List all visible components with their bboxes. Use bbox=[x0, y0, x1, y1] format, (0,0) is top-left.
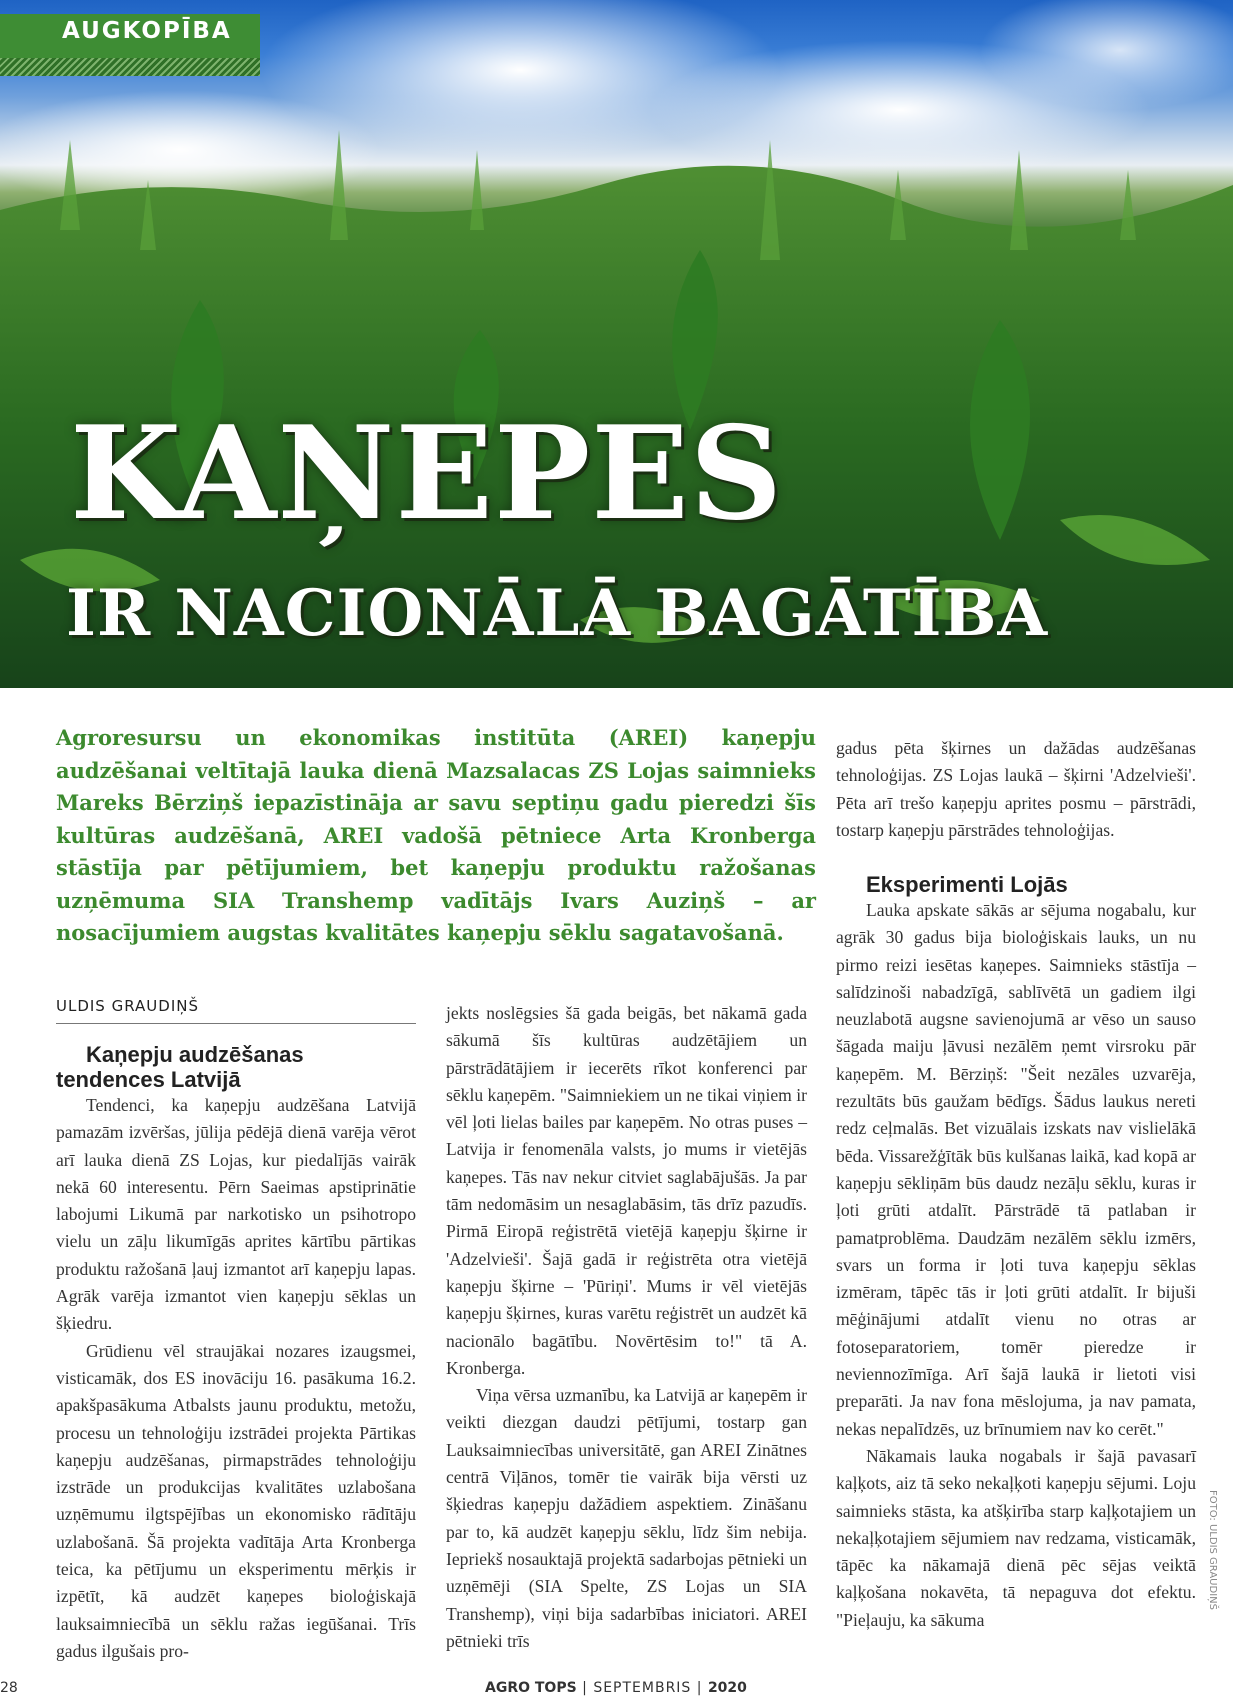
column-1 bbox=[56, 1042, 416, 1665]
page-number: 28 bbox=[0, 1680, 18, 1696]
section-label-stripe bbox=[0, 58, 260, 76]
column-2 bbox=[446, 1000, 807, 1655]
paragraph: Viņa vērsa uzmanību, ka Latvijā ar kaņepēm ir veikti diezgan daudzi pētījumi, tostarp gan Lauksaimniecības universitātē, gan AREI Zinātnes centrā Viļānos, tomēr tie vairāk bija vērsti uz šķiedras kaņepju dažādiem aspektiem. Zināšanu par to, kā audzēt kaņepju sēklu, līdz šim nebija. Iepriekš nosauktajā projektā sadarbojas pētnieki un uzņēmēji (SIA Spelte, ZS Lojas un SIA Transhemp), viņi bija sadarbības iniciatori. AREI pētnieki trīs bbox=[446, 1385, 807, 1651]
subheading-trends: Kaņepju audzēšanas tendences Latvijā bbox=[56, 1042, 304, 1092]
section-label: AUGKOPĪBA bbox=[62, 18, 232, 44]
magazine-name: AGRO TOPS bbox=[485, 1680, 577, 1696]
paragraph: Grūdienu vēl straujākai nozares izaugsmei, visticamāk, dos ES inovāciju 16. pasākuma 16.2. apakšpasākuma Atbalsts jaunu produktu, metožu, procesu un tehnoloģiju izstrādei projekta Pārtikas kaņepju audzēšanas, pirmapstrādes tehnoloģiju izstrāde un produkcijas kvalitātes uzlabošana uzņēmumu ilgtspējības un ekonomisko rādītāju uzlabošanā. Šā projekta vadītāja Arta Kronberga teica, ka pētījumu un eksperimentu mērķis ir izpētīt, kā audzēt kaņepes bioloģiskajā lauksaimniecībā un sēklu ražas iegūšanai. Trīs gadus ilgušais pro- bbox=[56, 1340, 416, 1661]
magazine-footer bbox=[485, 1680, 747, 1696]
issue-month: SEPTEMBRIS bbox=[593, 1680, 692, 1696]
headline-main: KAŅEPES bbox=[70, 399, 784, 549]
paragraph: Lauka apskate sākās ar sējuma nogabalu, kur agrāk 30 gadus bija bioloģiskais lauks, un nu pirmo reizi iesētas kaņepes. Saimnieks stāstīja – salīdzinoši nabadzīgā, sablīvētā un gadiem ilgi neuzlabotā augsne savienojumā ar vēso un sauso šāgada maiju ļāvusi nezālēm ņemt virsroku pār kaņepēm. M. Bērziņš: "Šeit nezāles uzvarēja, rezultāts būs gaužam bēdīgs. Šādus laukus nereti redz ceļmalās. Bet vizuālais izskats nav vislielākā bēda. Vissarežģītāk būs kulšanas laikā, kad kopā ar kaņepju sēkliņām būs daudz nezāļu sēklu, kuras ir ļoti grūti atdalīt. Pārstrādē tā patlaban ir pamatproblēma. Daudzām nezālēm sēklu izmērs, svars un forma ir ļoti tuva kaņepju sēklas izmēram, tāpēc tās ir ļoti grūti atdalīt. Ir bijuši mēģinājumi atdalīt vienu no otras ar fotoseparatoriem, tomēr pieredze ir neviennozīmīga. Arī šajā laukā ir lietoti visi preparāti. Ja nav fona mēslojuma, ja nav pamata, nekas nepalīdzēs, uz brīnumiem nav ko cerēt." bbox=[836, 900, 1196, 1439]
issue-year: 2020 bbox=[707, 1680, 747, 1696]
subheading-experiments: Eksperimenti Lojās bbox=[866, 872, 1068, 897]
footer-separator: | bbox=[696, 1680, 708, 1696]
headline-sub: IR NACIONĀLĀ BAGĀTĪBA bbox=[66, 576, 1049, 651]
footer-separator: | bbox=[582, 1680, 594, 1696]
column-3 bbox=[836, 872, 1196, 1634]
paragraph: jekts noslēgsies šā gada beigās, bet nākamā gada sākumā šīs kultūras audzētājiem un pārstrādātājiem ir iecerēts rīkot konferenci par sēklu kaņepēm. "Saimniekiem un ne tikai viņiem ir vēl ļoti lielas bailes par kaņepēm. No otras puses – Latvija ir fenomenāla valsts, jo mums ir vietējās kaņepes. Tās nav nekur citviet saglabājušās. Ja par tām nedomāsim un nesaglabāsim, tās drīz pazudīs. Pirmā Eiropā reģistrētā vietējā kaņepju šķirne ir 'Adzelvieši'. Šajā gadā ir reģistrēta otra vietējā kaņepju šķirne – 'Pūriņi'. Mums ir vēl vietējās kaņepju šķirnes, kuras varētu reģistrēt un audzēt kā nacionālo bagātību. Novērtēsim to!" tā A. Kronberga. bbox=[446, 1003, 807, 1378]
hero-photo bbox=[0, 0, 1233, 688]
paragraph: Nākamais lauka nogabals ir šajā pavasarī kaļķots, aiz tā seko nekaļķoti kaņepju sējumi. Loju saimnieks stāsta, ka atšķirība starp kaļķotajiem un nekaļķotajiem sējumiem nav redzama, visticamāk, tāpēc ka nākamajā dienā pēc sējas veiktā kaļķošana nokavēta, tā nepaguva dot efektu. "Pieļauju, ka sākuma bbox=[836, 1445, 1196, 1630]
author-byline: ULDIS GRAUDIŅŠ bbox=[56, 997, 416, 1024]
lead-paragraph: Agroresursu un ekonomikas institūta (AREI) kaņepju audzēšanai veltītajā lauka dienā Mazsalacas ZS Lojas saimnieks Mareks Bērziņš iepazīstināja ar savu septiņu gadu pieredzi šīs kultūras audzēšanā, AREI vadošā pētniece Arta Kronberga stāstīja par pētījumiem, bet kaņepju produktu ražošanas uzņēmuma SIA Transhemp vadītājs Ivars Auziņš – ar nosacījumiem augstas kvalitātes kaņepju sēklu sagatavošanā. bbox=[56, 725, 816, 945]
column-3-top bbox=[836, 735, 1196, 844]
paragraph: gadus pēta šķirnes un dažādas audzēšanas tehnoloģijas. ZS Lojas laukā – šķirni 'Adzelvieši'. Pēta arī trešo kaņepju aprites posmu – pārstrādi, tostarp kaņepju pārstrādes tehnoloģijas. bbox=[836, 738, 1196, 840]
paragraph: Tendenci, ka kaņepju audzēšana Latvijā pamazām izvēršas, jūlija pēdējā dienā varēja vērot arī lauka dienā ZS Lojas, kur piedalījās vairāk nekā 60 interesentu. Pērn Saeimas apstiprinātie labojumi Likumā par narkotisko un psihotropo vielu un zāļu likumīgās aprites kārtību pārtikas produktu ražošanā ļauj izmantot arī kaņepju lapas. Agrāk varēja izmantot vien kaņepju sēklas un šķiedru. bbox=[56, 1095, 416, 1334]
photo-credit: FOTO: ULDIS GRAUDIŅŠ bbox=[1207, 1490, 1218, 1610]
